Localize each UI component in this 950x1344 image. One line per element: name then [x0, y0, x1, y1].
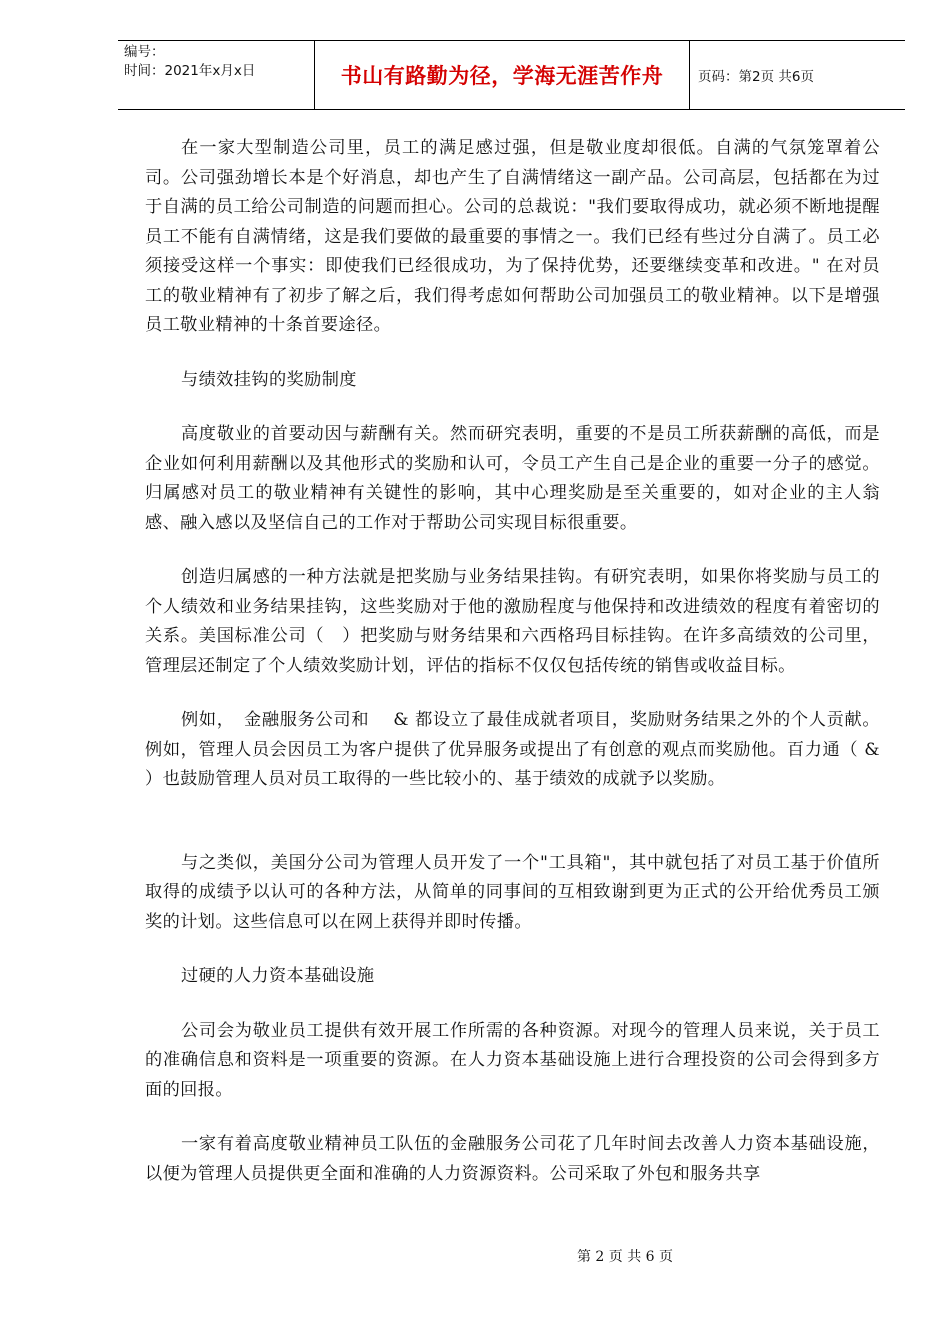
header-page-info: 页码：第2页 共6页 — [698, 69, 814, 85]
paragraph-examples: 例如， 金融服务公司和 & 都设立了最佳成就者项目，奖励财务结果之外的个人贡献。例如，管理人员会因员工为客户提供了优异服务或提出了有创意的观点而奖励他。百力通（ & ）也鼓励管理人员对员工取得的一些比较小的、基于绩效的成就予以奖励。 — [145, 710, 880, 789]
paragraph-compensation: 高度敬业的首要动因与薪酬有关。然而研究表明，重要的不是员工所获薪酬的高低，而是企业如何利用薪酬以及其他形式的奖励和认可，令员工产生自己是企业的重要一分子的感觉。归属感对员工的敬业精神有关键性的影响，其中心理奖励是至关重要的，如对企业的主人翁感、融入感以及坚信自己的工作对于帮助公司实现目标很重要。 — [145, 424, 880, 533]
paragraph-resources: 公司会为敬业员工提供有效开展工作所需的各种资源。对现今的管理人员来说，关于员工的准确信息和资料是一项重要的资源。在人力资本基础设施上进行合理投资的公司会得到多方面的回报。 — [145, 1020, 880, 1100]
number-label: 编号： — [124, 44, 165, 60]
section-heading-infrastructure: 过硬的人力资本基础设施 — [181, 966, 375, 986]
header-motto: 书山有路勤为径，学海无涯苦作舟 — [315, 41, 690, 109]
header-meta — [118, 41, 315, 109]
paragraph-financial-services: 一家有着高度敬业精神员工队伍的金融服务公司花了几年时间去改善人力资本基础设施，以便为管理人员提供更全面和准确的人力资源资料。公司采取了外包和服务共享 — [145, 1134, 880, 1184]
paragraph-toolbox: 与之类似，美国分公司为管理人员开发了一个"工具箱"，其中就包括了对员工基于价值所取得的成绩予以认可的各种方法，从简单的同事间的互相致谢到更为正式的公开给优秀员工颁奖的计划。这些信息可以在网上获得并即时传播。 — [145, 852, 880, 932]
paragraph-belonging: 创造归属感的一种方法就是把奖励与业务结果挂钩。有研究表明，如果你将奖励与员工的个人绩效和业务结果挂钩，这些奖励对于他的激励程度与他保持和改进绩效的程度有着密切的关系。美国标准公司（ ）把奖励与财务结果和六西格玛目标挂钩。在许多高绩效的公司里，管理层还制定了个人绩效奖励计划，评估的指标不仅仅包括传统的销售或收益目标。 — [145, 567, 880, 676]
page-header — [118, 40, 905, 110]
time-label: 时间：2021年x月x日 — [124, 63, 256, 79]
section-heading-rewards: 与绩效挂钩的奖励制度 — [181, 369, 357, 390]
paragraph-intro: 在一家大型制造公司里，员工的满足感过强，但是敬业度却很低。自满的气氛笼罩着公司。公司强劲增长本是个好消息，却也产生了自满情绪这一副产品。公司高层，包括都在为过于自满的员工给公司制造的问题而担心。公司的总裁说："我们要取得成功，就必须不断地提醒员工不能有自满情绪，这是我们要做的最重要的事情之一。我们已经有些过分自满了。员工必须接受这样一个事实：即使我们已经很成功，为了保持优势，还要继续变革和改进。" 在对员工的敬业精神有了初步了解之后，我们得考虑如何帮助公司加强员工的敬业精神。以下是增强员工敬业精神的十条首要途径。 — [145, 138, 880, 335]
document-body — [145, 134, 880, 1189]
page-footer: 第 2 页 共 6 页 — [576, 1249, 674, 1265]
